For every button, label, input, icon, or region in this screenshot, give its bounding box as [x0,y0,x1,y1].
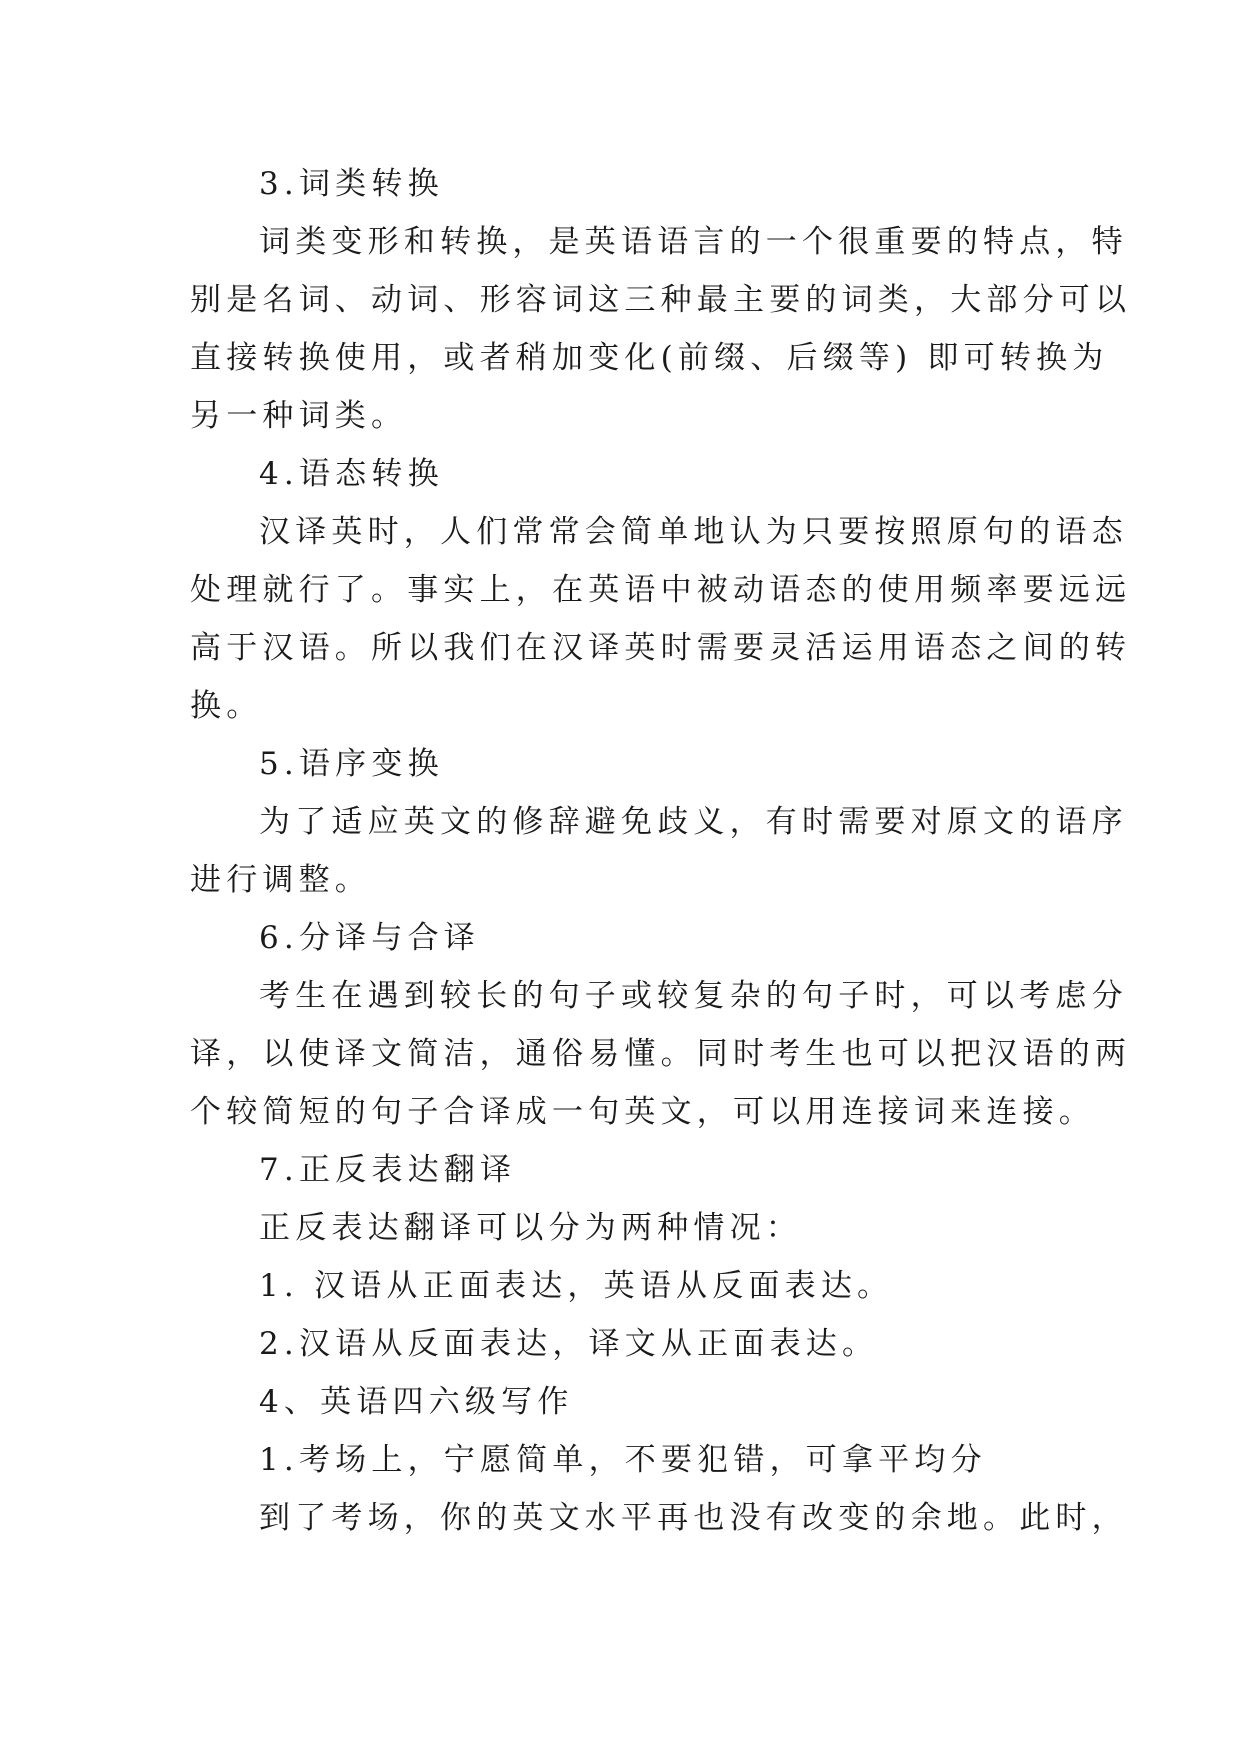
paragraph-line: 词类变形和转换，是英语语言的一个很重要的特点，特 [259,224,1128,260]
heading-positive-negative: 7.正反表达翻译 [259,1152,517,1188]
paragraph-line: 汉译英时，人们常常会简单地认为只要按照原句的语态 [259,514,1128,550]
paragraph-line: 处理就行了。事实上，在英语中被动语态的使用频率要远远 [190,572,1132,608]
paragraph-line: 为了适应英文的修辞避免歧义，有时需要对原文的语序 [259,804,1128,840]
paragraph-line: 另一种词类。 [190,398,408,434]
paragraph-line: 直接转换使用，或者稍加变化(前缀、后缀等) 即可转换为 [190,340,1109,376]
heading-split-combine: 6.分译与合译 [259,920,480,956]
paragraph-line: 换。 [190,688,263,724]
heading-voice-conversion: 4.语态转换 [259,456,444,492]
list-item: 2.汉语从反面表达，译文从正面表达。 [259,1326,879,1362]
paragraph-line: 高于汉语。所以我们在汉译英时需要灵活运用语态之间的转 [190,630,1132,666]
heading-word-order: 5.语序变换 [259,746,444,782]
paragraph-line: 进行调整。 [190,862,371,898]
heading-cet-writing: 4、英语四六级写作 [259,1384,574,1420]
heading-word-class-conversion: 3.词类转换 [259,166,444,202]
paragraph-line: 个较简短的句子合译成一句英文，可以用连接词来连接。 [190,1094,1095,1130]
subheading: 1.考场上，宁愿简单，不要犯错，可拿平均分 [259,1442,987,1478]
paragraph-line: 考生在遇到较长的句子或较复杂的句子时，可以考虑分 [259,978,1128,1014]
paragraph-line: 译，以使译文简洁，通俗易懂。同时考生也可以把汉语的两 [190,1036,1132,1072]
list-item: 1. 汉语从正面表达，英语从反面表达。 [259,1268,894,1304]
paragraph-line: 到了考场，你的英文水平再也没有改变的余地。此时， [259,1500,1128,1536]
paragraph-line: 别是名词、动词、形容词这三种最主要的词类，大部分可以 [190,282,1132,318]
paragraph-line: 正反表达翻译可以分为两种情况： [259,1210,802,1246]
